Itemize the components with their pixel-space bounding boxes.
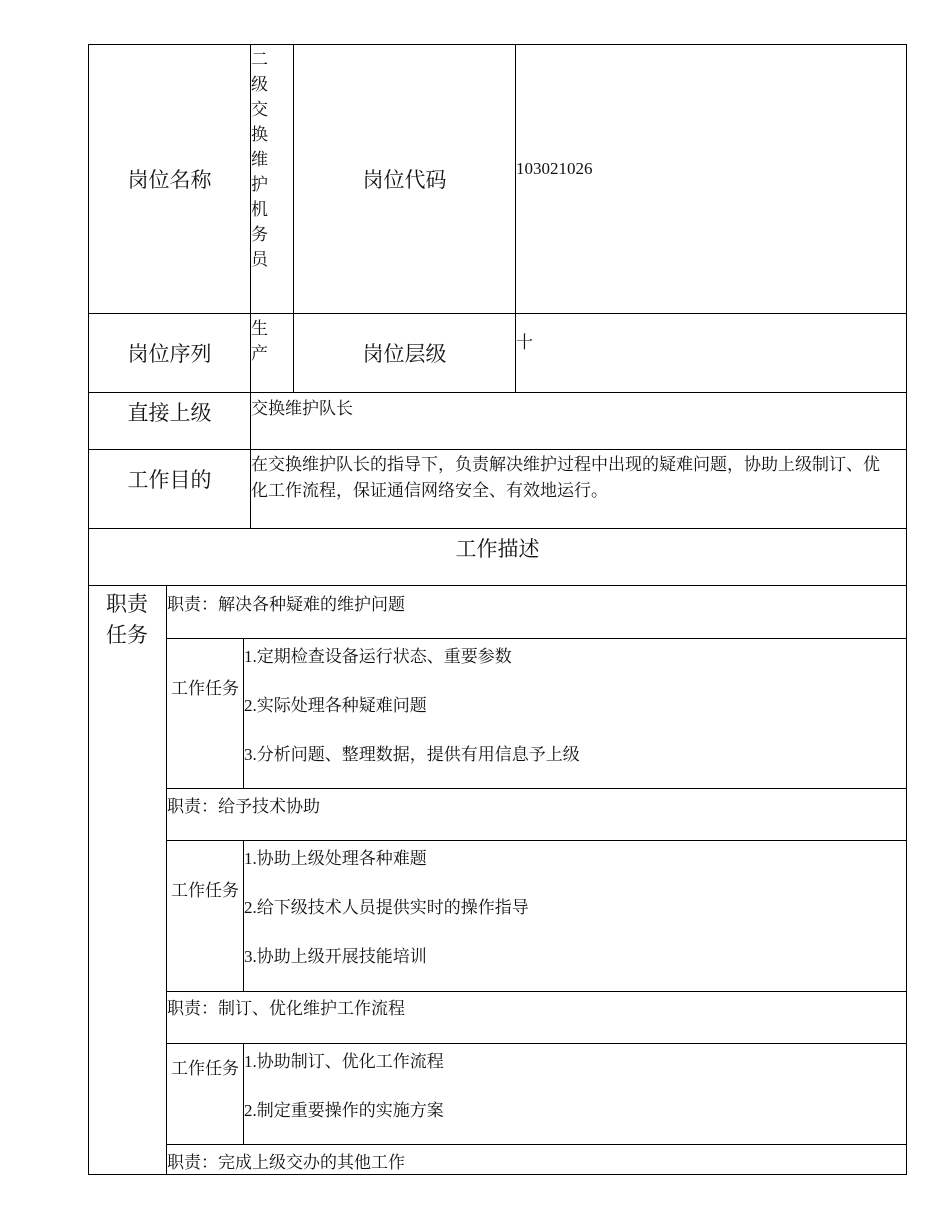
task-list	[244, 1044, 906, 1144]
task-list	[244, 639, 906, 788]
task-item: 2.实际处理各种疑难问题	[244, 696, 427, 715]
responsibility-title: 职责：制订、优化维护工作流程	[167, 999, 405, 1018]
task-item: 1.定期检查设备运行状态、重要参数	[244, 647, 512, 666]
task-item: 2.制定重要操作的实施方案	[244, 1101, 444, 1120]
task-item: 3.协助上级开展技能培训	[244, 947, 427, 966]
responsibility-title: 职责：完成上级交办的其他工作	[167, 1153, 405, 1172]
sequence-label: 岗位序列	[127, 342, 212, 366]
duty-label: 职责任务	[106, 592, 148, 647]
task-label: 工作任务	[171, 679, 239, 698]
task-list	[244, 841, 906, 991]
sequence-value: 生产	[251, 319, 268, 363]
superior-label: 直接上级	[127, 401, 212, 425]
post-name-value: 二级交换维护机务员	[251, 50, 268, 269]
responsibility-title: 职责：解决各种疑难的维护问题	[167, 595, 405, 614]
row-divider	[166, 1144, 907, 1145]
task-label: 工作任务	[171, 1059, 239, 1078]
row-divider	[88, 585, 907, 586]
row-divider	[166, 788, 907, 789]
task-item: 1.协助制订、优化工作流程	[244, 1052, 444, 1071]
level-label: 岗位层级	[362, 342, 447, 366]
post-code-label: 岗位代码	[362, 168, 447, 192]
row-divider	[166, 991, 907, 992]
description-title: 工作描述	[455, 537, 540, 561]
level-value: 十	[516, 333, 533, 352]
responsibility-title: 职责：给予技术协助	[167, 797, 320, 816]
superior-value: 交换维护队长	[251, 399, 353, 418]
task-item: 2.给下级技术人员提供实时的操作指导	[244, 898, 529, 917]
purpose-value: 在交换维护队长的指导下，负责解决维护过程中出现的疑难问题，协助上级制订、优化工作流程，保证通信网络安全、有效地运行。	[251, 455, 880, 500]
task-label: 工作任务	[171, 881, 239, 900]
purpose-label: 工作目的	[127, 468, 212, 492]
post-code-value: 103021026	[516, 159, 593, 178]
task-item: 3.分析问题、整理数据，提供有用信息予上级	[244, 745, 580, 764]
task-item: 1.协助上级处理各种难题	[244, 849, 427, 868]
post-name-label: 岗位名称	[127, 168, 212, 192]
